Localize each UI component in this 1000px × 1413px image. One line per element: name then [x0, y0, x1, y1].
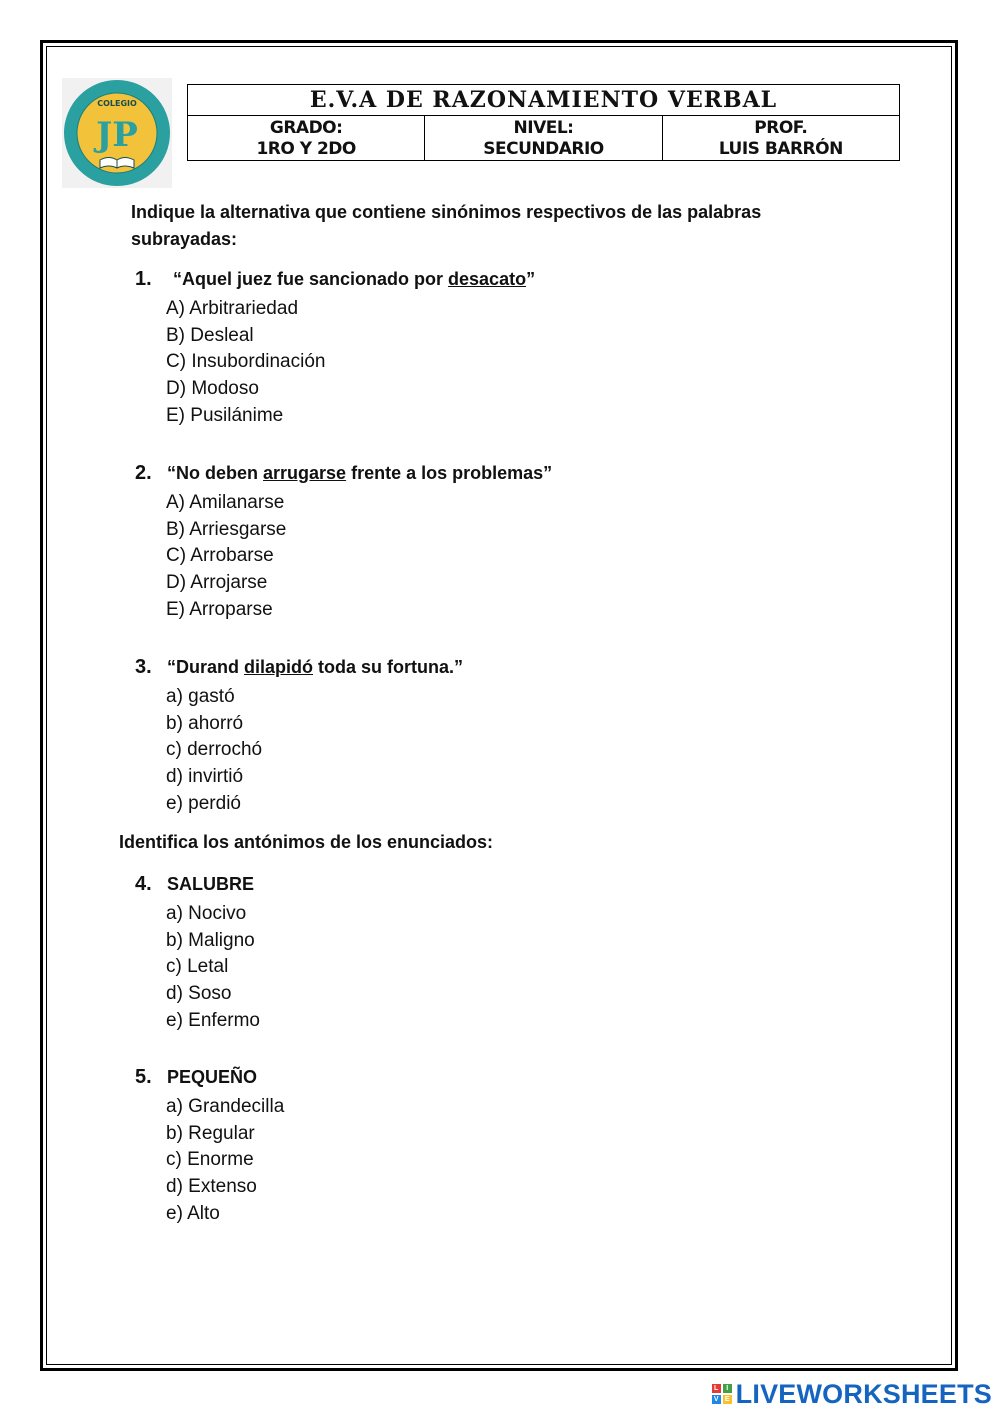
school-logo: [62, 78, 172, 188]
level-cell: [424, 116, 661, 161]
icon-tile-v: V: [712, 1395, 721, 1404]
option-a[interactable]: a) Nocivo: [166, 903, 247, 924]
question-text: “Durand dilapidó toda su fortuna.”: [167, 657, 464, 677]
option-a[interactable]: A) Amilanarse: [166, 492, 285, 513]
icon-tile-e: E: [723, 1395, 732, 1404]
question-text: “Aquel juez fue sancionado por desacato”: [173, 269, 536, 289]
option-b[interactable]: b) ahorró: [166, 712, 244, 734]
option-b[interactable]: b) Maligno: [166, 929, 255, 951]
question-3: [135, 656, 895, 817]
question-number: 4.: [135, 873, 152, 895]
underlined-word: desacato: [448, 269, 527, 289]
option-d[interactable]: d) invirtió: [166, 766, 244, 788]
antonym-instruction: Identifica los antónimos de los enunciados:: [119, 832, 494, 852]
options-list: [135, 901, 895, 1034]
question-1: [135, 268, 895, 429]
question-number: 3.: [135, 656, 152, 678]
liveworksheets-logo-icon: [712, 1384, 732, 1404]
question-text: “No deben arrugarse frente a los problemas”: [167, 463, 553, 483]
option-a[interactable]: a) Grandecilla: [166, 1096, 285, 1117]
question-word: SALUBRE: [167, 874, 255, 894]
teacher-label: PROF.: [754, 118, 808, 138]
options-list: [135, 1094, 895, 1227]
question-number: 2.: [135, 462, 152, 484]
underlined-word: arrugarse: [263, 463, 347, 483]
option-c[interactable]: c) derrochó: [166, 739, 263, 761]
logo-initials-text: JP: [96, 115, 138, 155]
liveworksheets-brand: [712, 1377, 992, 1411]
question-word: PEQUEÑO: [167, 1067, 258, 1087]
option-c[interactable]: c) Enorme: [166, 1149, 254, 1171]
school-seal-icon: [62, 78, 172, 188]
grade-value: 1RO Y 2DO: [256, 139, 356, 159]
teacher-cell: [662, 116, 899, 161]
option-e[interactable]: E) Pusilánime: [166, 404, 284, 426]
option-a[interactable]: A) Arbitrariedad: [166, 298, 299, 319]
option-e[interactable]: e) perdió: [166, 792, 241, 814]
option-d[interactable]: d) Soso: [166, 983, 232, 1005]
options-list: [135, 490, 895, 623]
header-table: [187, 84, 900, 161]
underlined-word: dilapidó: [244, 657, 314, 677]
option-b[interactable]: B) Desleal: [166, 324, 254, 346]
question-4: [135, 873, 895, 1034]
icon-tile-i: I: [723, 1384, 732, 1393]
grade-label: GRADO:: [269, 118, 343, 138]
synonym-instruction: [131, 199, 891, 253]
option-e[interactable]: E) Arroparse: [166, 598, 273, 620]
option-e[interactable]: e) Alto: [166, 1202, 220, 1224]
option-d[interactable]: d) Extenso: [166, 1176, 257, 1198]
brand-name: LIVEWORKSHEETS: [735, 1378, 992, 1409]
synonym-instruction-line1: Indique la alternativa que contiene sinónimos respectivos de las palabras: [131, 202, 762, 222]
option-d[interactable]: D) Arrojarse: [166, 572, 268, 594]
question-number: 1.: [135, 268, 152, 290]
exam-title: E.V.A DE RAZONAMIENTO VERBAL: [188, 85, 899, 116]
option-e[interactable]: e) Enfermo: [166, 1009, 260, 1031]
question-number: 5.: [135, 1066, 152, 1088]
synonym-instruction-line2: subrayadas:: [131, 229, 238, 249]
option-a[interactable]: a) gastó: [166, 686, 235, 707]
level-label: NIVEL:: [513, 118, 574, 138]
option-d[interactable]: D) Modoso: [166, 378, 259, 400]
header-info-row: [188, 116, 899, 161]
option-b[interactable]: b) Regular: [166, 1122, 255, 1144]
question-5: [135, 1066, 895, 1227]
options-list: [135, 684, 895, 817]
logo-name-text: COLEGIO: [97, 99, 137, 108]
icon-tile-l: L: [712, 1384, 721, 1393]
option-b[interactable]: B) Arriesgarse: [166, 518, 287, 540]
grade-cell: [188, 116, 424, 161]
options-list: [135, 296, 895, 429]
teacher-value: LUIS BARRÓN: [718, 139, 843, 159]
question-2: [135, 462, 895, 623]
option-c[interactable]: C) Arrobarse: [166, 545, 274, 567]
level-value: SECUNDARIO: [483, 139, 604, 159]
option-c[interactable]: C) Insubordinación: [166, 351, 326, 373]
option-c[interactable]: c) Letal: [166, 956, 229, 978]
